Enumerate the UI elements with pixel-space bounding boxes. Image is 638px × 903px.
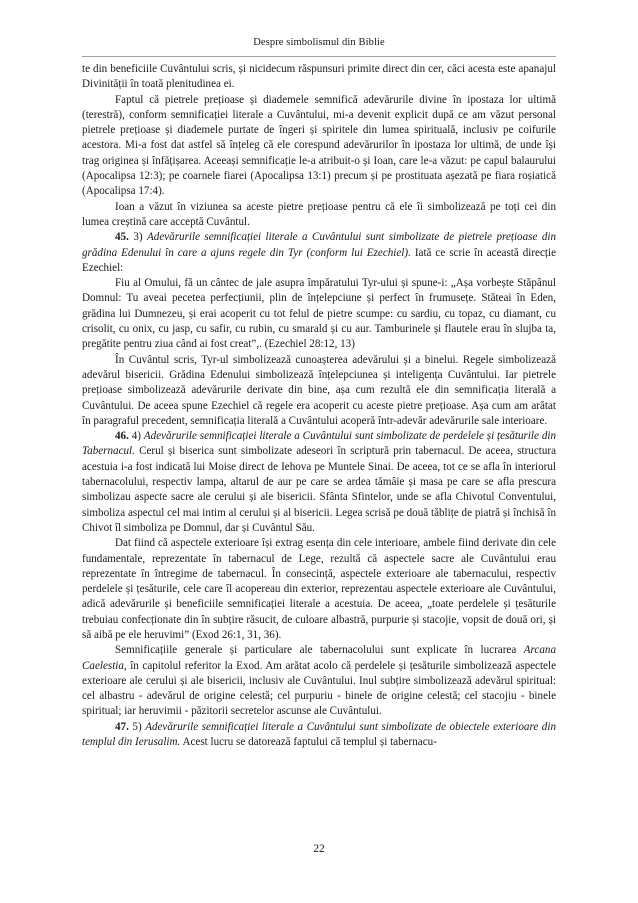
paragraph	[82, 93, 556, 200]
section-heading-italic: Adevărurile semnificației literale a Cuvântului sunt simbolizate de pietrele prețioase din grădina Edenului în care a ajuns regele din Tyr (conform lui Ezechiel).	[82, 231, 556, 259]
paragraph	[82, 200, 556, 231]
book-title-italic: Arcana Caelestia,	[82, 644, 556, 672]
section-number: 45.	[115, 231, 129, 244]
section-number: 46.	[115, 430, 129, 443]
quotation-paragraph	[82, 276, 556, 352]
text-run: 4)	[128, 430, 144, 443]
text-run: În Cuvântul scris, Tyr-ul simbolizează cunoașterea adevărului și a binelui. Regele simbolizează adevărul bisericii. Grădina Edenului simbolizează înțelepciunea și inteligența Cuvântului. Iar pietrele prețioase simbolizează adevărurile derivate din bine, așa cum rezultă ele din semnificația literală a Cuvântului. De aceea spune Ezechiel că regele era acoperit cu aceste pietre prețioase. Așa cum am arătat în paragraful precedent, semnificația literală a Cuvântului acoperă într-adevăr adevărurile sale interioare.	[82, 353, 556, 427]
text-run: 5)	[128, 720, 146, 733]
paragraph-section-46	[82, 429, 556, 536]
page-number: 22	[313, 843, 325, 855]
text-run: Cerul și biserica sunt simbolizate adeseori în scriptură prin tabernacul. De aceea, structura acestuia i-a fost indicată lui Moise direct de Iehova pe Muntele Sinai. De aceea, tot ce se afla în interiorul tabernacolului, respectiv lampa, altarul de aur pe care se ardea tămâie și masa pe care se afla prescura simbolizau aspecte sacre ale cerului și ale bisericii. Sfânta Sfintelor, unde se afla Chivotul Conventului, simboliza aspectul cel mai intim al cerului și al bisericii. Legea scrisă pe două tăblițe de piatră și închisă în Chivot îl simboliza pe Domnul, dar și Cuvântul Său.	[82, 445, 556, 534]
running-header: Despre simbolismul din Biblie	[253, 37, 385, 48]
paragraph-section-47	[82, 720, 556, 751]
text-run: în capitolul referitor la Exod. Am arătat acolo că perdelele și țesăturile simbolizează aspectele exterioare ale cerului și ale bisericii, inclusiv ale Cuvântului. Inul subțire simbolizează adevărul spiritual: cel albastru - adevărul de origine celestă; cel purpuriu - binele de origine celestă; cel stacojiu - binele spiritual; iar heruvimii - păzitorii secretelor ascunse ale Cuvântului.	[82, 659, 556, 718]
paragraph	[82, 62, 556, 93]
section-number: 47.	[115, 720, 129, 733]
text-run: Semnificațiile generale și particulare ale tabernacolului sunt explicate în lucrarea	[115, 644, 524, 657]
paragraph	[82, 643, 556, 719]
text-run: te din beneficiile Cuvântului scris, și nicidecum răspunsuri primite direct din cer, căci acesta este apanajul Divinității în toată plenitudinea ei.	[82, 63, 556, 91]
text-run: Ioan a văzut în viziunea sa aceste pietre prețioase pentru că ele îi simbolizează pe toți cei din lumea creștină care acceptă Cuvântul.	[82, 200, 556, 228]
text-run: Acest lucru se datorează faptului că templul și tabernacu-	[180, 736, 437, 749]
section-heading-italic: Adevărurile semnificației literale a Cuvântului sunt simbolizate de perdelele și țesăturile din Tabernacul.	[82, 430, 556, 458]
paragraph	[82, 536, 556, 643]
text-run: Faptul că pietrele prețioase și diademele semnifică adevărurile divine în ipostaza lor ultimă (terestră), conform semnificației literale a Cuvântului, mi-a devenit explicit după ce am văzut personal pietrele prețioase și diademele purtate de îngeri și spiritele din lumea spirituală, inclusiv pe coifurile acestora. Mi-a fost dat astfel să înțeleg că ele corespund adevărurilor în ipostaza lor ultimă, de unde își trag originea și înfățișarea. Aceeași semnificație le-a atribuit-o și Ioan, care le-a văzut: pe capul balaurului (Apocalipsa 12:3); pe coarnele fiarei (Apocalipsa 13:1) precum și pe prostituata așezată pe fiara roșiatică (Apocalipsa 17:4).	[82, 93, 556, 198]
text-run: Fiu al Omului, fă un cântec de jale asupra împăratului Tyr-ului și spune-i: „Așa vorbește Stăpânul Domnul: Tu aveai pecetea perfecțiunii, plin de înțelepciune și perfect în frumusețe. Stăteai în Eden, grădina lui Dumnezeu, și erai acoperit cu tot felul de pietre scumpe: cu sardiu, cu topaz, cu diamant, cu crisolit, cu onix, cu jasp, cu safir, cu rubin, cu smarald și cu aur. Tamburinele și flautele erau în slujba ta, pregătite pentru ziua când ai fost creat”,. (Ezechiel 28:12, 13)	[82, 277, 556, 351]
text-run: Iată ce scrie în această direcție Ezechiel:	[82, 246, 556, 274]
body-text	[82, 62, 556, 750]
section-heading-italic: Adevărurile semnificației literale a Cuvântului sunt simbolizate de obiectele exterioare din templul din Ierusalim.	[82, 720, 556, 749]
text-run: Dat fiind că aspectele exterioare își extrag esența din cele interioare, ambele fiind derivate din cele fundamentale, reprezentate în tabernacul de Lege, rezultă că aspectele sacre ale Cuvântului erau reprezentate în întregime de tabernacul. În consecință, aspectele exterioare ale tabernacului, respectiv perdelele și țesăturile, cele care îl acopereau din exterior, reprezentau aspectele exterioare ale Cuvântului, adică adevărurile și beneficiile semnificației literale a acestuia. De aceea, „toate perdelele și țesăturile trebuiau confecționate din în subțire răsucit, de culoare albastră, purpurie și stacojie, vopsit de două ori, și să aibă pe ele heruvimi” (Exod 26:1, 31, 36).	[82, 537, 556, 641]
text-run: 3)	[128, 231, 147, 244]
paragraph	[82, 353, 556, 429]
paragraph-section-45	[82, 230, 556, 276]
header-divider	[82, 56, 556, 57]
